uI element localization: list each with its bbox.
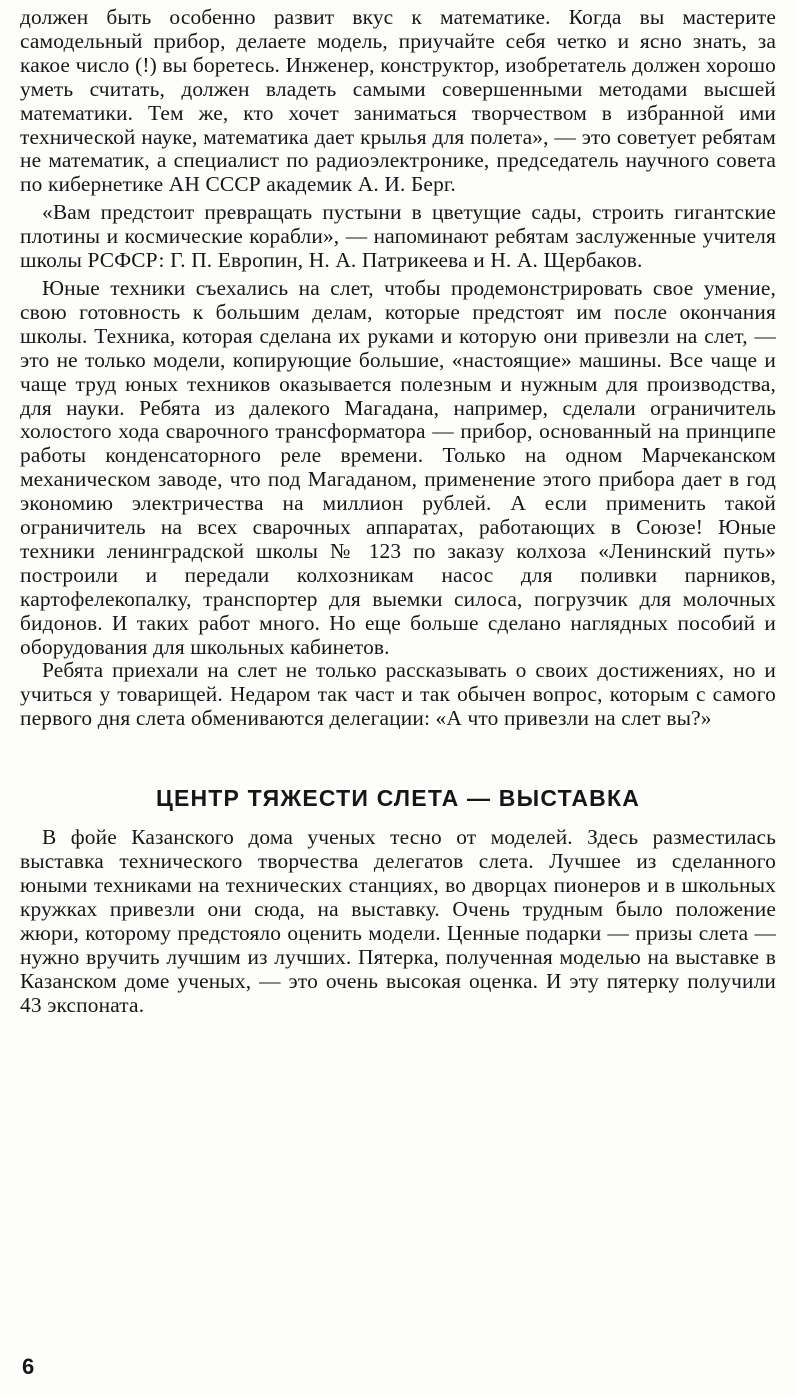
section-paragraph: В фойе Казанского дома ученых тесно от моделей. Здесь разместилась выставка технического творчества делегатов слета. Лучшее из сделанного юными техниками на технических станциях, во дворцах пионеров и в школьных кружках привезли они сюда, на выставку. Очень трудным было положение жюри, которому предстояло оценить модели. Ценные подарки — призы слета — нужно вручить лучшим из лучших. Пятерка, полученная моделью на выставке в Казанском доме ученых, — это очень высокая оценка. И эту пятерку получили 43 экспоната.: [20, 825, 776, 1017]
paragraph-4: Ребята приехали на слет не только рассказывать о своих достижениях, но и учиться у товарищей. Недаром так част и так обычен вопрос, которым с самого первого дня слета обмениваются делегации: «А что привезли на слет вы?»: [20, 658, 776, 731]
paragraph-2: «Вам предстоит превращать пустыни в цветущие сады, строить гигантские плотины и космические корабли», — напоминают ребятам заслуженные учителя школы РСФСР: Г. П. Европин, Н. А. Патрикеева и Н. А. Щербаков.: [20, 200, 776, 273]
page-number: 6: [22, 1354, 35, 1379]
paragraph-3: Юные техники съехались на слет, чтобы продемонстрировать свое умение, свою готовность к большим делам, которые предстоят им после окончания школы. Техника, которая сделана их руками и которую они привезли на слет, — это не только модели, копирующие большие, «настоящие» машины. Все чаще и чаще труд юных техников оказывается полезным и нужным для производства, для науки. Ребята из далекого Магадана, например, сделали ограничитель холостого хода сварочного трансформатора — прибор, основанный на принципе работы конденсаторного реле времени. Только на одном Марчеканском механическом заводе, что под Магаданом, применение этого прибора дает в год экономию электричества на миллион рублей. А если применить такой ограничитель на всех сварочных аппаратах, работающих в Союзе! Юные техники ленинградской школы № 123 по заказу колхоза «Ленинский путь» построили и передали колхозникам насос для поливки парников, картофелекопалку, транспортер для выемки силоса, погрузчик для молочных бидонов. И таких работ много. Но еще больше сделано наглядных пособий и оборудования для школьных кабинетов.: [20, 275, 776, 659]
paragraph-1: должен быть особенно развит вкус к математике. Когда вы мастерите самодельный прибор, делаете модель, приучайте себя четко и ясно знать, за какое число (!) вы боретесь. Инженер, конструктор, изобретатель должен хорошо уметь считать, должен владеть самыми совершенными методами высшей математики. Тем же, кто хочет заниматься творчеством в избранной ими технической науке, математика дает крылья для полета», — это советует ребятам не математик, а специалист по радиоэлектронике, председатель научного совета по кибернетике АН СССР академик А. И. Берг.: [20, 5, 776, 197]
section-heading: ЦЕНТР ТЯЖЕСТИ СЛЕТА — ВЫСТАВКА: [155, 785, 641, 812]
